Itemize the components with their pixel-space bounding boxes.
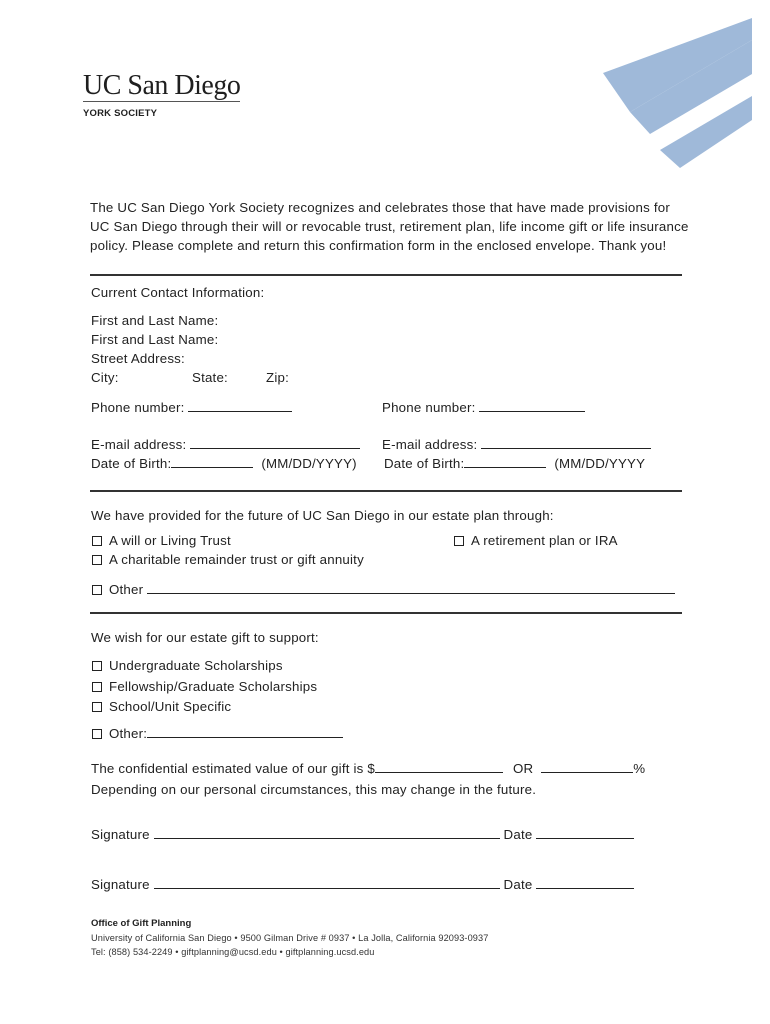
signature-label-2: Signature xyxy=(91,877,150,892)
checkbox-undergrad[interactable] xyxy=(92,658,283,673)
checkbox-undergrad-label: Undergraduate Scholarships xyxy=(109,658,283,673)
checkbox-remainder-label: A charitable remainder trust or gift annuity xyxy=(109,552,364,567)
value-field[interactable] xyxy=(91,760,645,776)
contact-heading: Current Contact Information: xyxy=(91,285,265,300)
value-note: Depending on our personal circumstances, this may change in the future. xyxy=(91,782,537,797)
dob-label-right: Date of Birth: xyxy=(384,456,465,471)
signature-label-1: Signature xyxy=(91,827,150,842)
checkbox-retirement-label: A retirement plan or IRA xyxy=(471,533,618,548)
phone-label-left: Phone number: xyxy=(91,400,185,415)
footer-title: Office of Gift Planning xyxy=(91,918,192,929)
phone-line-right[interactable] xyxy=(479,399,585,412)
name-field-1[interactable]: First and Last Name: xyxy=(91,313,219,328)
checkbox-fellowship-label: Fellowship/Graduate Scholarships xyxy=(109,679,318,694)
dob-field-left[interactable] xyxy=(91,455,357,471)
phone-label-right: Phone number: xyxy=(382,400,476,415)
value-percent: % xyxy=(633,761,646,776)
value-label: The confidential estimated value of our gift is $ xyxy=(91,761,376,776)
checkbox-estate-other-label: Other xyxy=(109,582,144,597)
phone-field-right[interactable] xyxy=(382,399,585,415)
footer xyxy=(91,918,488,957)
footer-contact: Tel: (858) 534-2249 • giftplanning@ucsd.edu • giftplanning.ucsd.edu xyxy=(91,947,375,957)
logo xyxy=(83,72,240,119)
checkbox-support-other[interactable] xyxy=(92,725,343,741)
checkbox-support-other-label: Other: xyxy=(109,726,148,741)
street-field[interactable]: Street Address: xyxy=(91,351,185,366)
checkbox-icon[interactable] xyxy=(92,702,102,712)
divider xyxy=(90,274,682,276)
checkbox-will[interactable] xyxy=(92,533,231,548)
signature-field-2[interactable] xyxy=(91,876,634,892)
value-percent-line[interactable] xyxy=(541,760,633,773)
divider xyxy=(90,490,682,492)
name-field-2[interactable]: First and Last Name: xyxy=(91,332,219,347)
estate-heading: We have provided for the future of UC San Diego in our estate plan through: xyxy=(91,508,554,523)
footer-address: University of California San Diego • 9500 Gilman Drive # 0937 • La Jolla, California 92093-0937 xyxy=(91,933,489,943)
estate-other-line[interactable] xyxy=(147,581,675,594)
checkbox-icon[interactable] xyxy=(92,555,102,565)
checkbox-will-label: A will or Living Trust xyxy=(109,533,231,548)
checkbox-icon[interactable] xyxy=(92,661,102,671)
state-field[interactable]: State: xyxy=(192,370,228,385)
dob-label-left: Date of Birth: xyxy=(91,456,172,471)
dob-format-left: (MM/DD/YYYY) xyxy=(261,456,357,471)
date-label-1: Date xyxy=(503,827,533,842)
support-other-line[interactable] xyxy=(147,725,343,738)
city-field[interactable]: City: xyxy=(91,370,119,385)
signature-field-1[interactable] xyxy=(91,826,634,842)
zip-field[interactable]: Zip: xyxy=(266,370,289,385)
checkbox-remainder[interactable] xyxy=(92,552,364,567)
checkbox-estate-other[interactable] xyxy=(92,581,675,597)
dob-line-right[interactable] xyxy=(464,455,546,468)
support-heading: We wish for our estate gift to support: xyxy=(91,630,319,645)
email-line-right[interactable] xyxy=(481,436,651,449)
value-dollar-line[interactable] xyxy=(375,760,503,773)
email-label-right: E-mail address: xyxy=(382,437,478,452)
checkbox-school[interactable] xyxy=(92,699,231,714)
checkbox-icon[interactable] xyxy=(92,585,102,595)
checkbox-icon[interactable] xyxy=(92,536,102,546)
date-label-2: Date xyxy=(503,877,533,892)
email-field-right[interactable] xyxy=(382,436,651,452)
signature-line-1[interactable] xyxy=(154,826,500,839)
checkbox-school-label: School/Unit Specific xyxy=(109,699,232,714)
email-line-left[interactable] xyxy=(190,436,360,449)
logo-main: UC San Diego xyxy=(83,70,241,101)
phone-field-left[interactable] xyxy=(91,399,292,415)
checkbox-fellowship[interactable] xyxy=(92,679,317,694)
date-line-1[interactable] xyxy=(536,826,634,839)
date-line-2[interactable] xyxy=(536,876,634,889)
email-field-left[interactable] xyxy=(91,436,360,452)
dob-field-right[interactable] xyxy=(384,455,645,471)
dob-line-left[interactable] xyxy=(171,455,253,468)
email-label-left: E-mail address: xyxy=(91,437,187,452)
intro-text: The UC San Diego York Society recognizes and celebrates those that have made provisions for UC San Diego through their will or revocable trust, retirement plan, life income gift or life insurance policy. Please complete and return this confirmation form in the enclosed envelope. Thank you! xyxy=(90,200,689,253)
checkbox-icon[interactable] xyxy=(454,536,464,546)
checkbox-icon[interactable] xyxy=(92,682,102,692)
logo-sub: YORK SOCIETY xyxy=(83,108,158,119)
checkbox-icon[interactable] xyxy=(92,729,102,739)
signature-line-2[interactable] xyxy=(154,876,500,889)
dob-format-right: (MM/DD/YYYY xyxy=(554,456,646,471)
value-or: OR xyxy=(512,761,534,776)
checkbox-retirement[interactable] xyxy=(454,533,618,548)
divider xyxy=(90,612,682,614)
phone-line-left[interactable] xyxy=(188,399,292,412)
